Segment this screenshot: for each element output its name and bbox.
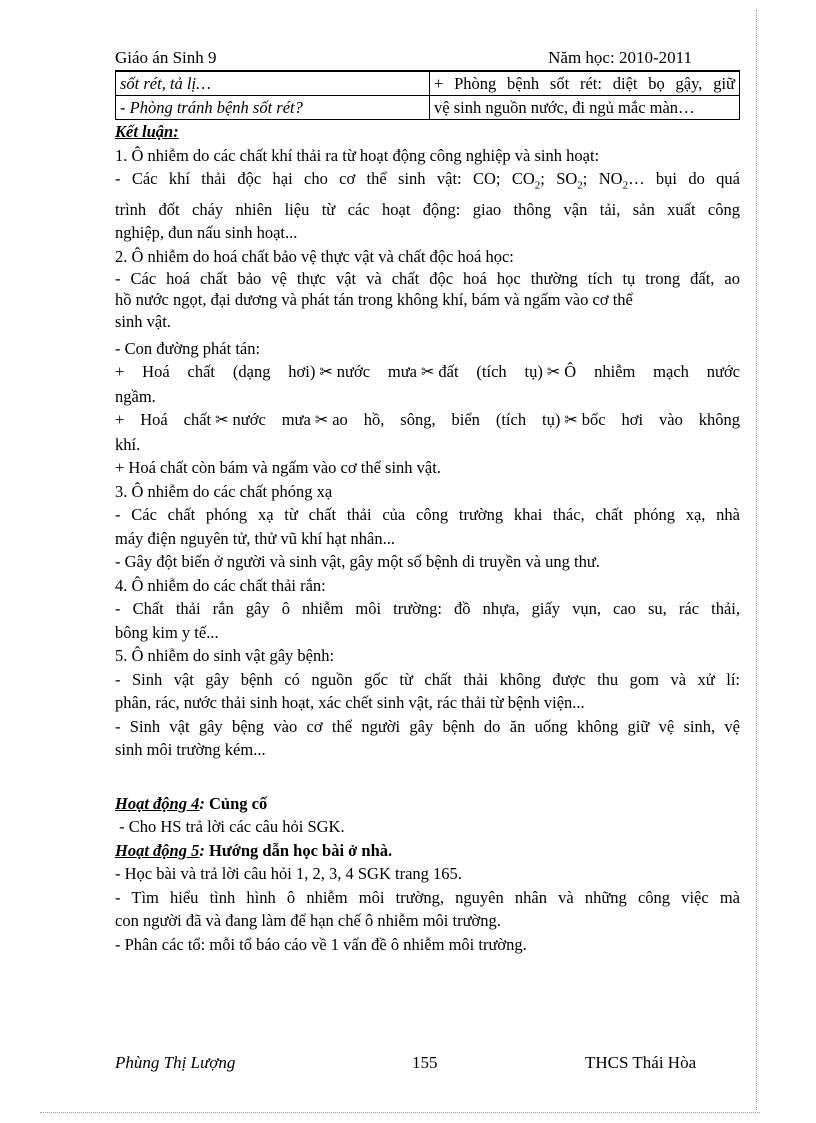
item5-line4: sinh môi trường kém... [115, 740, 266, 760]
item2-line3: sinh vật. [115, 312, 171, 332]
conclusion-title: Kết luận: [115, 122, 179, 141]
page-shadow-bottom [40, 1112, 760, 1114]
text-run: … bụi do quá [628, 169, 740, 188]
text-run: đất (tích tụ) [438, 362, 543, 382]
item1-line1 [115, 167, 740, 198]
text-run: ; SO [540, 169, 578, 188]
item5-line3: - Sinh vật gây bệng vào cơ thể người gây bệnh do ăn uống không giữ vệ sinh, vệ [115, 716, 740, 736]
subscript: 2 [622, 179, 629, 192]
spacer [115, 762, 740, 792]
item1-line3: nghiệp, đun nấu sinh hoạt... [115, 223, 298, 243]
footer-school: THCS Thái Hòa [585, 1053, 697, 1072]
activity4-colon: : [199, 793, 205, 813]
footer-author: Phùng Thị Lượng [115, 1053, 236, 1072]
item3-line2: máy điện nguyên tử, thử vũ khí hạt nhân... [115, 528, 396, 548]
item2-route3: + Hoá chất còn bám và ngấm vào cơ thể sinh vật. [115, 458, 441, 478]
item5-line2: phân, rác, nước thải sinh hoạt, xác chết sinh vật, rác thải từ bệnh viện... [115, 693, 585, 713]
text-run: nước mưa [336, 362, 417, 382]
main-content [115, 120, 740, 956]
activity5-line1: - Học bài và trả lời câu hỏi 1, 2, 3, 4 SGK trang 165. [115, 864, 462, 884]
activity5-title: Hướng dẫn học bài ở nhà. [204, 840, 393, 860]
activity5-line4: - Phân các tổ: mỗi tổ báo cáo về 1 vấn đề ô nhiễm môi trường. [115, 934, 527, 954]
table-row [116, 72, 740, 96]
scissors-arrow-icon: ✂ [215, 412, 229, 430]
text-run: Ô nhiễm mạch nước [564, 362, 741, 382]
text-run: + Hoá chất (dạng hơi) [115, 362, 316, 382]
text-run: bốc hơi vào không [581, 410, 741, 430]
scissors-arrow-icon: ✂ [314, 412, 329, 430]
table-cell-question: sốt rét, tả lị… [116, 72, 430, 96]
activity5-colon: : [199, 840, 205, 860]
text-run: ; NO [582, 169, 623, 188]
text-run: - Các khí thải độc hại cho cơ thể sinh vật: CO; CO [115, 169, 535, 188]
item5-heading: 5. Ô nhiễm do sinh vật gây bệnh: [115, 646, 335, 666]
page-shadow-right [756, 10, 761, 1110]
scissors-arrow-icon: ✂ [421, 364, 435, 382]
item2-route2-cont: khí. [115, 434, 141, 454]
text-run: nước mưa [232, 410, 311, 430]
activity-table [115, 71, 740, 120]
subscript: 2 [577, 179, 583, 192]
item1-line2: trình đốt cháy nhiên liệu từ các hoạt động: giao thông vận tải, sản xuất công [115, 199, 740, 219]
subscript: 2 [534, 179, 541, 192]
item3-line1: - Các chất phóng xạ từ chất thải của công trường khai thác, chất phóng xạ, nhà [115, 505, 740, 525]
activity4-heading [115, 792, 740, 816]
scissors-arrow-icon: ✂ [546, 364, 561, 382]
item3-line3: - Gây đột biến ở người và sinh vật, gây một số bệnh di truyền và ung thư. [115, 552, 600, 572]
scissors-arrow-icon: ✂ [319, 364, 333, 382]
item2-route1-cont: ngầm. [115, 386, 156, 406]
table-cell-answer: + Phòng bệnh sốt rét: diệt bọ gậy, giữ [430, 72, 740, 96]
text-run: + Hoá chất [115, 410, 212, 430]
item4-line2: bông kim y tế... [115, 622, 219, 642]
item2-route1 [115, 360, 740, 385]
table-cell-question: - Phòng tránh bệnh sốt rét? [116, 96, 430, 120]
activity4-line1: - Cho HS trả lời các câu hỏi SGK. [115, 817, 345, 837]
item2-heading: 2. Ô nhiễm do hoá chất bảo vệ thực vật và chất độc hoá học: [115, 246, 514, 266]
item2-line1: - Các hoá chất bảo vệ thực vật và chất độc hoá học thường tích tụ trong đất, ao [115, 269, 740, 289]
item3-heading: 3. Ô nhiễm do các chất phóng xạ [115, 481, 333, 501]
activity5-line3: con người đã và đang làm để hạn chế ô nhiễm môi trường. [115, 911, 501, 931]
item2-line2: hồ nước ngọt, đại dương và phát tán trong không khí, bám và ngấm vào cơ thể [115, 290, 633, 310]
item2-route2 [115, 408, 740, 433]
activity5-label: Hoạt động 5 [115, 840, 200, 860]
text-run: ao hồ, sông, biển (tích tụ) [332, 410, 561, 430]
item5-line1: - Sinh vật gây bệnh có nguồn gốc từ chất thải không được thu gom và xử lí: [115, 669, 740, 689]
item4-line1: - Chất thải rắn gây ô nhiễm môi trường: đồ nhựa, giấy vụn, cao su, rác thải, [115, 599, 740, 619]
scissors-arrow-icon: ✂ [564, 412, 578, 430]
document-page [115, 48, 740, 956]
activity5-line2: - Tìm hiểu tình hình ô nhiễm môi trường, nguyên nhân và những công việc mà [115, 887, 740, 907]
activity5-heading [115, 839, 740, 863]
footer-page-number: 155 [412, 1053, 438, 1072]
header-school-year: Năm học: 2010-2011 [548, 48, 692, 67]
item4-heading: 4. Ô nhiễm do các chất thải rắn: [115, 575, 326, 595]
item2-route: - Con đường phát tán: [115, 338, 261, 358]
header-subject: Giáo án Sinh 9 [115, 48, 217, 67]
activity4-label: Hoạt động 4 [115, 793, 200, 813]
page-header [115, 48, 740, 71]
table-row [116, 96, 740, 120]
table-cell-answer: vệ sinh nguồn nước, đi ngủ mắc màn… [430, 96, 740, 120]
item1-heading: 1. Ô nhiễm do các chất khí thải ra từ hoạt động công nghiệp và sinh hoạt: [115, 145, 600, 165]
activity4-title: Củng cố [204, 793, 268, 813]
